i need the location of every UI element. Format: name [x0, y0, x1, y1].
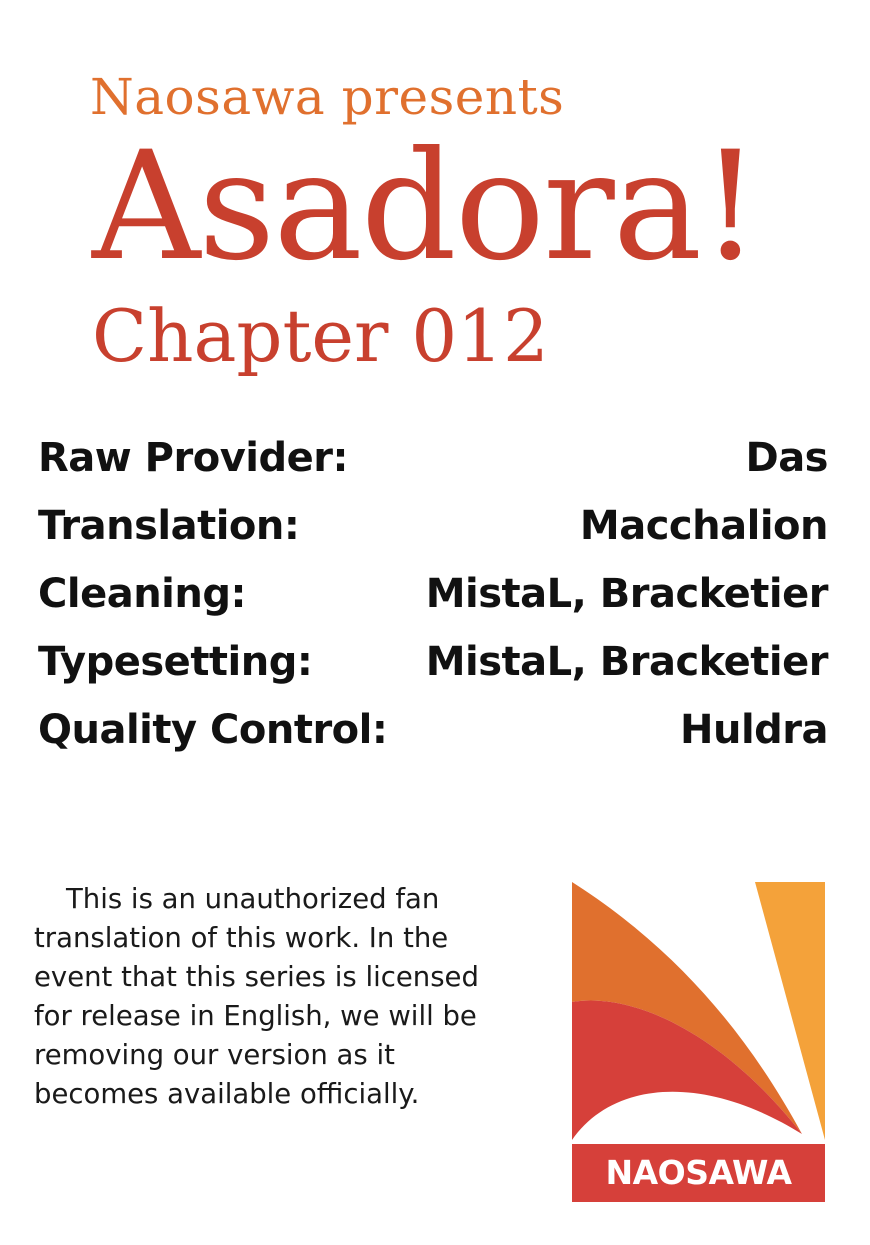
credit-name: Huldra: [679, 707, 828, 753]
naosawa-n-logo-icon: [572, 882, 825, 1144]
notice-line: becomes available officially.: [34, 1078, 420, 1110]
credit-row-raw-provider: [38, 435, 828, 503]
credit-role: Typesetting:: [38, 639, 313, 685]
notice-line: removing our version as it: [34, 1039, 395, 1071]
credit-row-translation: [38, 503, 828, 571]
credit-name: MistaL, Bracketier: [425, 571, 828, 617]
series-title: Asadora!: [92, 120, 759, 294]
credit-role: Quality Control:: [38, 707, 388, 753]
logo-wordmark: NAOSAWA: [605, 1153, 792, 1192]
naosawa-logo: [572, 882, 825, 1202]
notice-line: This is an unauthorized fan: [66, 883, 440, 915]
disclaimer-notice: [34, 880, 544, 1114]
credit-name: Das: [745, 435, 828, 481]
credit-name: MistaL, Bracketier: [425, 639, 828, 685]
credit-row-typesetting: [38, 639, 828, 707]
credit-name: Macchalion: [579, 503, 828, 549]
credit-role: Cleaning:: [38, 571, 246, 617]
presents-heading: Naosawa presents: [90, 68, 565, 126]
credit-role: Raw Provider:: [38, 435, 348, 481]
credit-row-quality-control: [38, 707, 828, 775]
credit-row-cleaning: [38, 571, 828, 639]
notice-line: for release in English, we will be: [34, 1000, 477, 1032]
notice-line: event that this series is licensed: [34, 961, 479, 993]
credit-role: Translation:: [38, 503, 300, 549]
notice-line: translation of this work. In the: [34, 922, 449, 954]
chapter-heading: Chapter 012: [92, 294, 549, 378]
credits-list: [38, 435, 828, 775]
